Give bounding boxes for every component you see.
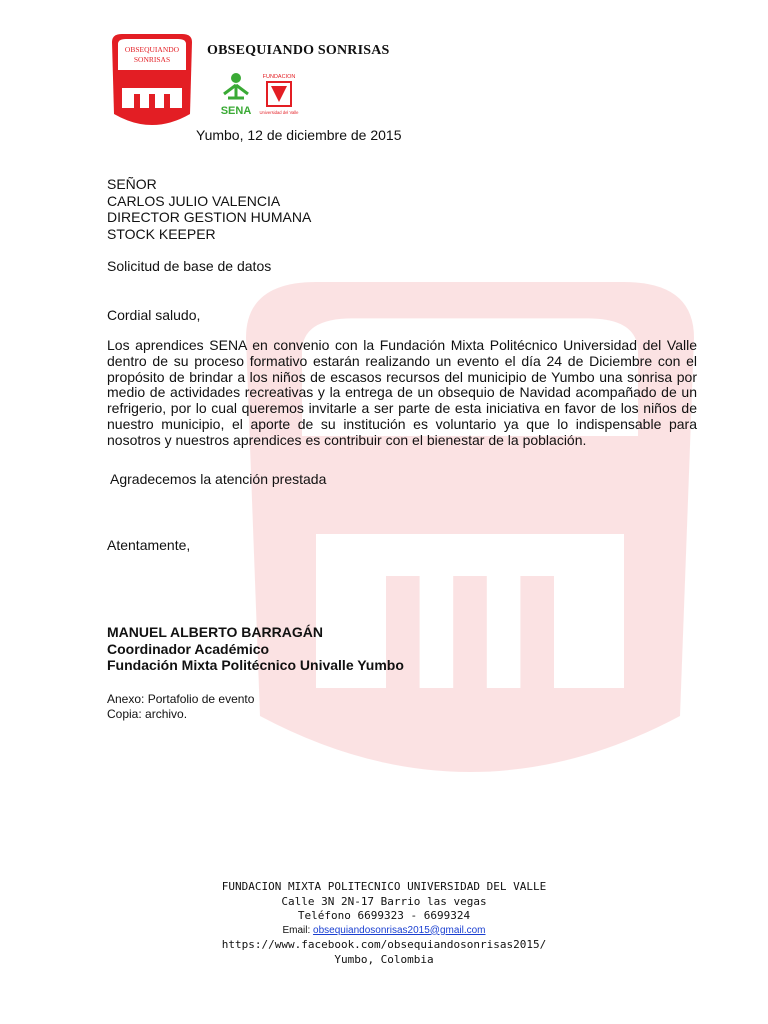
signature-block xyxy=(107,624,404,674)
copy-line: Copia: archivo. xyxy=(107,707,188,721)
fundacion-text: FUNDACION xyxy=(262,74,296,80)
footer-phone: Teléfono 6699323 - 6699324 xyxy=(297,909,471,922)
letter-greeting: Cordial saludo, xyxy=(107,307,201,323)
annex-block xyxy=(107,692,254,722)
footer-email-link[interactable]: obsequiandosonrisas2015@gmail.com xyxy=(313,924,486,936)
organization-title: OBSEQUIANDO SONRISAS xyxy=(207,43,390,58)
signer-role: Coordinador Académico xyxy=(107,640,270,657)
sena-logo xyxy=(214,72,258,118)
footer-email-label: Email: xyxy=(282,924,314,936)
annex-line: Anexo: Portafolio de evento xyxy=(107,692,255,706)
footer-org: FUNDACION MIXTA POLITECNICO UNIVERSIDAD DEL VALLE xyxy=(221,880,547,893)
footer-city: Yumbo, Colombia xyxy=(334,952,434,966)
signer-organization: Fundación Mixta Politécnico Univalle Yumbo xyxy=(107,657,404,673)
footer-address: Calle 3N 2N-17 Barrio las vegas xyxy=(281,894,487,908)
fundacion-logo xyxy=(259,72,299,120)
fundacion-subtext: Universidad del Valle xyxy=(259,110,299,115)
letter-body: Los aprendices SENA en convenio con la Fundación Mixta Politécnico Universidad del Valle dentro de su proceso formativo estarán realizando un evento el día 24 de Diciembre con el propósito de brindar a los niños de escasos recursos del municipio de Yumbo una sonrisa por medio de actividades recreativas y la entrega de un obsequio de Navidad acompañado de un refrigerio, por lo cual queremos invitarle a ser parte de esta iniciativa en favor de los niños de nuestro municipio, el aporte de su institución es voluntario ya que lo indispensable para nosotros y nuestros aprendices es contribuir con el bienestar de la población. xyxy=(107,337,697,448)
watermark-logo xyxy=(190,240,750,800)
obsequiando-sonrisas-logo xyxy=(108,32,196,130)
sena-text: SENA xyxy=(220,105,252,117)
recipient-block xyxy=(107,176,311,242)
letter-thanks: Agradecemos la atención prestada xyxy=(110,471,327,487)
recipient-line: DIRECTOR GESTION HUMANA xyxy=(107,209,312,225)
letter-subject: Solicitud de base de datos xyxy=(107,258,272,274)
recipient-line: STOCK KEEPER xyxy=(107,225,216,242)
footer-facebook[interactable]: https://www.facebook.com/obsequiandosonrisas2015/ xyxy=(221,938,547,951)
footer-email-row xyxy=(0,924,768,939)
footer xyxy=(0,880,768,967)
letter-date: Yumbo, 12 de diciembre de 2015 xyxy=(196,127,402,143)
logo-text-line2: SONRISAS xyxy=(133,55,171,64)
signer-name: MANUEL ALBERTO BARRAGÁN xyxy=(107,624,323,640)
letter-closing: Atentamente, xyxy=(107,537,191,553)
logo-text-line1: OBSEQUIANDO xyxy=(124,45,180,54)
recipient-line: SEÑOR xyxy=(107,176,157,192)
recipient-line: CARLOS JULIO VALENCIA xyxy=(107,192,281,209)
